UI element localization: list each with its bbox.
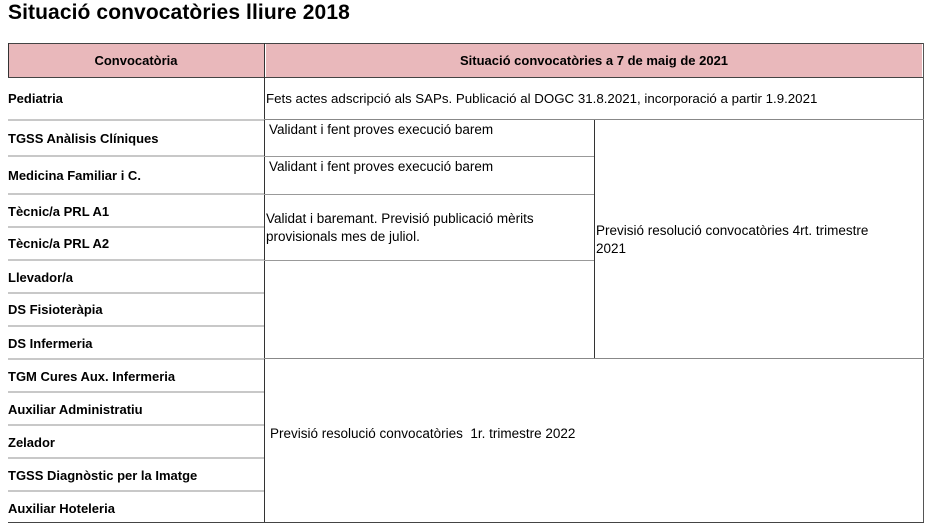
status-cell-pediatria: Fets actes adscripció als SAPs. Publicació al DOGC 31.8.2021, incorporació a partir 1.9.2021	[266, 91, 818, 106]
row-label-tgss-analisis: TGSS Anàlisis Clíniques	[8, 131, 159, 146]
row-divider	[8, 325, 264, 327]
row-label-ds-infermeria: DS Infermeria	[8, 336, 93, 351]
row-label-ds-fisioterapia: DS Fisioteràpia	[8, 302, 103, 317]
row-label-auxiliar-administratiu: Auxiliar Administratiu	[8, 402, 143, 417]
column-header-situacio: Situació convocatòries a 7 de maig de 2021	[266, 43, 922, 77]
header-bottom-border	[8, 77, 924, 78]
row-label-auxiliar-hoteleria: Auxiliar Hoteleria	[8, 501, 115, 516]
row-divider	[8, 119, 264, 121]
status-group-divider	[594, 120, 595, 358]
row-divider	[8, 226, 264, 228]
row-divider	[264, 156, 594, 157]
page-title: Situació convocatòries lliure 2018	[8, 1, 350, 24]
table-top-border	[8, 43, 924, 44]
row-label-tecnic-prl-a2: Tècnic/a PRL A2	[8, 236, 110, 251]
row-label-llevador: Llevador/a	[8, 270, 74, 285]
row-divider	[264, 358, 924, 359]
row-divider	[8, 457, 264, 459]
row-label-medicina-familiar: Medicina Familiar i C.	[8, 168, 141, 183]
row-label-zelador: Zelador	[8, 435, 55, 450]
status-cell-medicina-familiar: Validant i fent proves execució barem	[269, 159, 494, 174]
table-left-border	[8, 43, 9, 77]
row-divider	[8, 424, 264, 426]
row-divider	[264, 194, 594, 195]
row-divider	[264, 119, 924, 120]
status-cell-tecnic-prl: Validat i baremant. Previsió publicació mèrits provisionals mes de juliol.	[266, 211, 534, 244]
row-label-tgss-diagnostic: TGSS Diagnòstic per la Imatge	[8, 468, 198, 483]
row-divider	[8, 391, 264, 393]
row-divider	[8, 358, 264, 360]
status-cell-group-1r-trimestre: Previsió resolució convocatòries 1r. trimestre 2022	[270, 426, 576, 441]
status-cell-tgss-analisis: Validant i fent proves execució barem	[269, 122, 494, 137]
row-divider	[8, 155, 264, 157]
table-right-border	[923, 43, 924, 523]
status-cell-group-4rt-trimestre: Previsió resolució convocatòries 4rt. trimestre 2021	[596, 223, 869, 256]
row-divider	[8, 193, 264, 195]
row-divider	[8, 490, 264, 492]
row-label-tecnic-prl-a1: Tècnic/a PRL A1	[8, 204, 110, 219]
row-label-tgm-cures: TGM Cures Aux. Infermeria	[8, 369, 176, 384]
row-divider	[264, 260, 594, 261]
column-header-convocatoria: Convocatòria	[8, 43, 264, 77]
row-label-pediatria: Pediatria	[8, 91, 63, 106]
table-bottom-border	[8, 522, 924, 523]
row-divider	[8, 259, 264, 261]
row-divider	[8, 292, 264, 294]
column-divider	[264, 43, 265, 523]
